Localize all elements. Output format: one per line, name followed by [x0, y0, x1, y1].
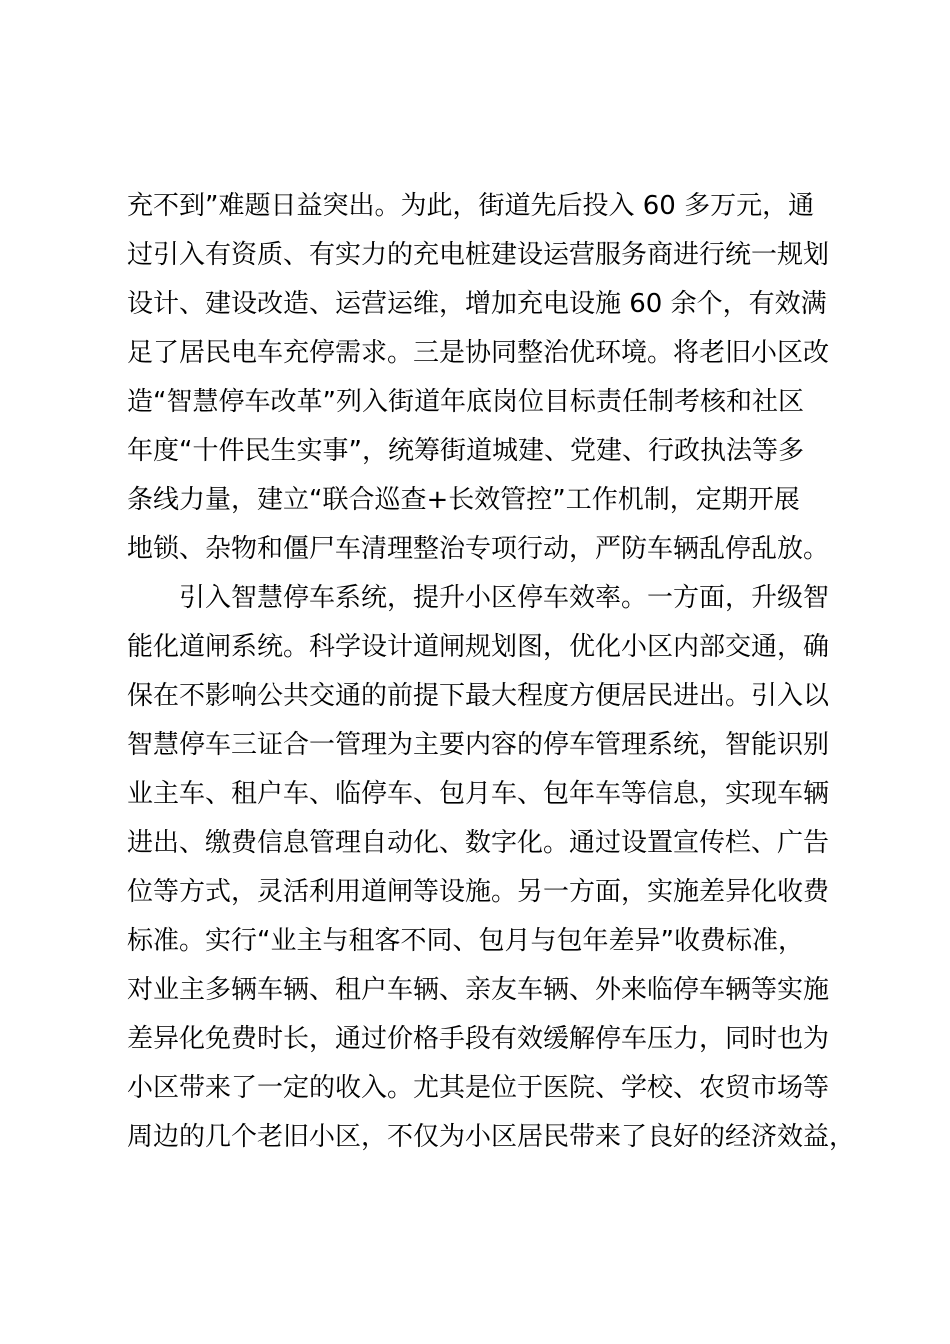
- text-line: 差异化免费时长，通过价格手段有效缓解停车压力，同时也为: [127, 1024, 830, 1054]
- text-line: 智慧停车三证合一管理为主要内容的停车管理系统，智能识别: [127, 730, 830, 760]
- text-line: 足了居民电车充停需求。三是协同整治优环境。将老旧小区改: [127, 338, 830, 368]
- text-line: 标准。实行“业主与租客不同、包月与包年差异”收费标准，: [127, 926, 804, 956]
- text-line: 充不到”难题日益突出。为此，街道先后投入 60 多万元，通: [127, 191, 815, 221]
- text-line: 对业主多辆车辆、租户车辆、亲友车辆、外来临停车辆等实施: [127, 975, 830, 1005]
- text-line: 地锁、杂物和僵尸车清理整治专项行动，严防车辆乱停乱放。: [127, 534, 830, 564]
- text-line: 业主车、租户车、临停车、包月车、包年车等信息，实现车辆: [127, 779, 830, 809]
- text-line: 年度“十件民生实事”，统筹街道城建、党建、行政执法等多: [127, 436, 804, 466]
- text-line: 保在不影响公共交通的前提下最大程度方便居民进出。引入以: [127, 681, 830, 711]
- text-line: 周边的几个老旧小区，不仅为小区居民带来了良好的经济效益，: [127, 1122, 856, 1152]
- text-line: 能化道闸系统。科学设计道闸规划图，优化小区内部交通，确: [127, 632, 830, 662]
- paragraph-first-line: 引入智慧停车系统，提升小区停车效率。一方面，升级智: [179, 583, 830, 613]
- text-line: 造“智慧停车改革”列入街道年底岗位目标责任制考核和社区: [127, 387, 804, 417]
- text-line: 进出、缴费信息管理自动化、数字化。通过设置宣传栏、广告: [127, 828, 830, 858]
- text-line: 过引入有资质、有实力的充电桩建设运营服务商进行统一规划: [127, 240, 830, 270]
- text-line: 小区带来了一定的收入。尤其是位于医院、学校、农贸市场等: [127, 1073, 830, 1103]
- text-line: 设计、建设改造、运营运维，增加充电设施 60 余个，有效满: [127, 289, 827, 319]
- body-text: [127, 182, 856, 1162]
- text-line: 位等方式，灵活利用道闸等设施。另一方面，实施差异化收费: [127, 877, 830, 907]
- text-line: 条线力量，建立“联合巡查+长效管控”工作机制，定期开展: [127, 485, 800, 515]
